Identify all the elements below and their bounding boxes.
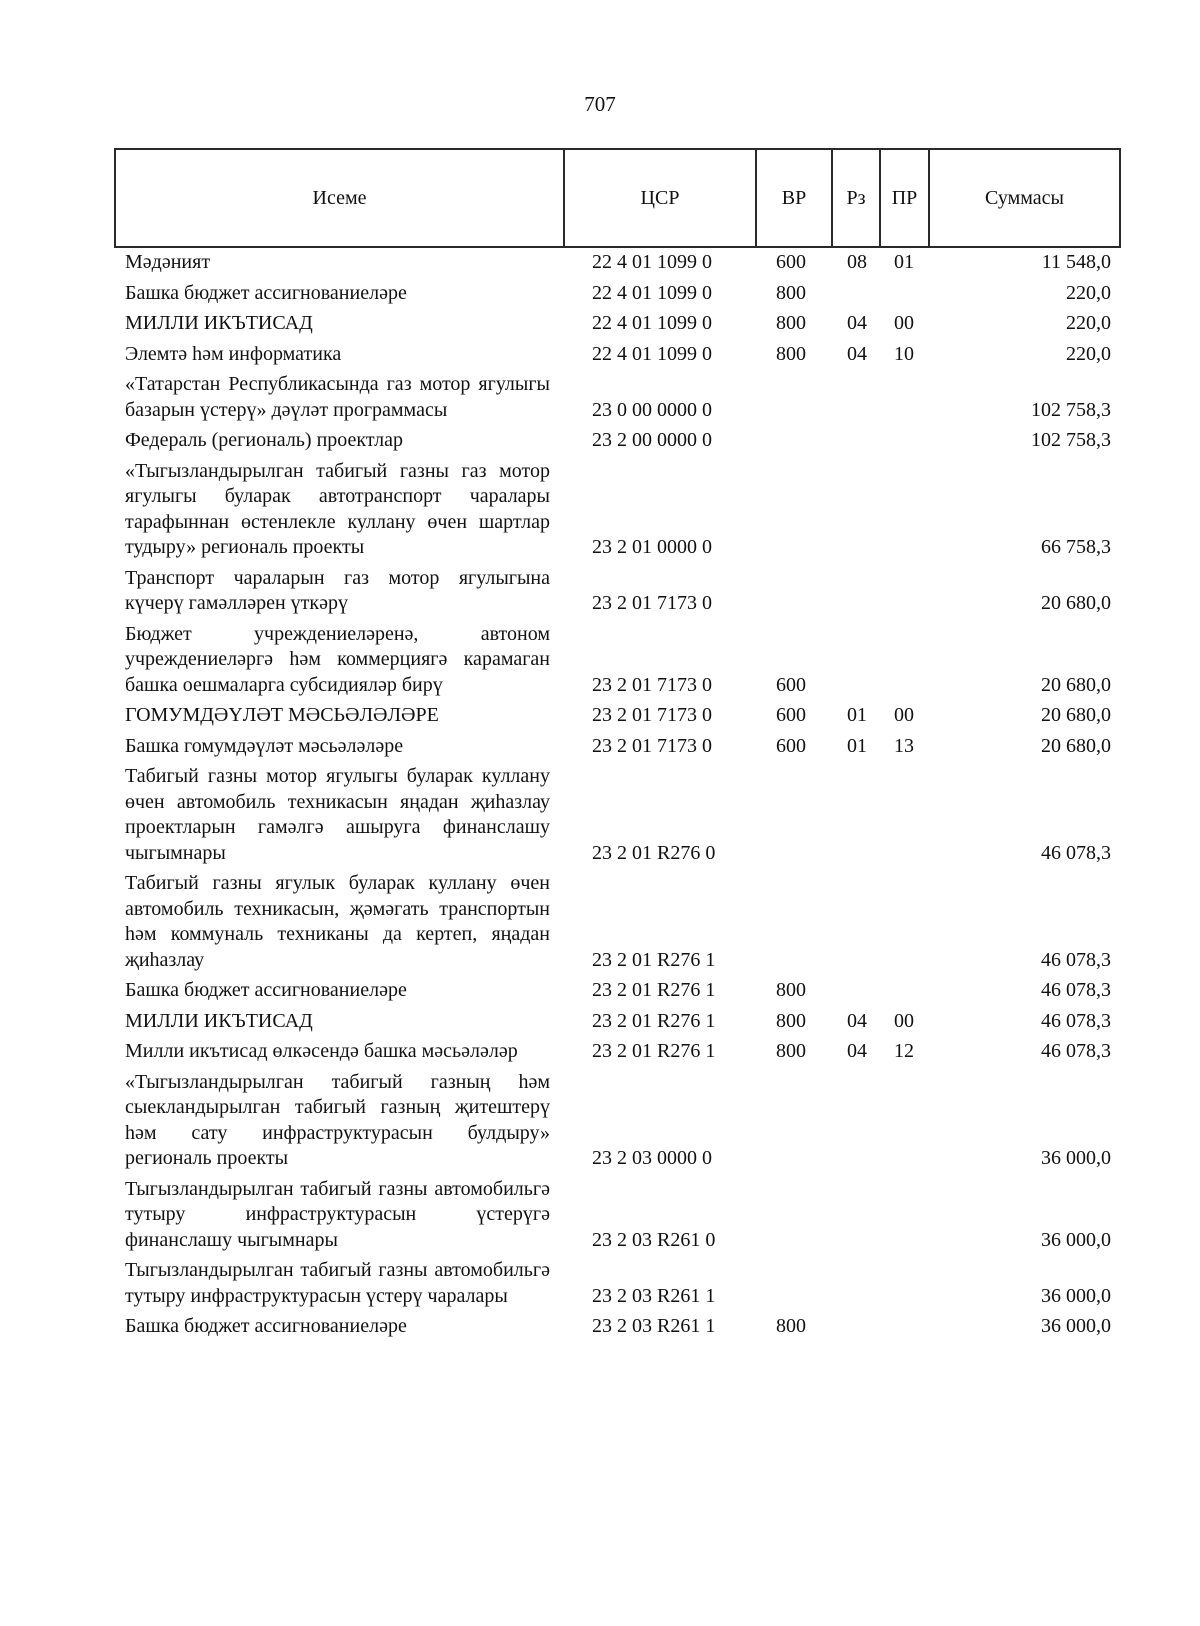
row-pr <box>880 370 929 426</box>
row-pr <box>880 564 929 620</box>
row-name: Башка гомумдәүләт мәсьәләләре <box>125 734 404 757</box>
table-row <box>115 1007 1120 1038</box>
row-name: Башка бюджет ассигнованиеләре <box>125 281 407 304</box>
table-row <box>115 1037 1120 1068</box>
row-rz <box>832 1256 880 1312</box>
row-pr <box>880 1175 929 1257</box>
row-csr: 23 0 00 0000 0 <box>592 398 712 421</box>
row-pr <box>880 1068 929 1175</box>
row-vr: 800 <box>776 1009 806 1032</box>
table-header <box>115 149 1120 247</box>
row-rz: 08 <box>847 251 867 273</box>
row-rz <box>832 976 880 1007</box>
row-pr <box>880 279 929 310</box>
row-pr <box>880 869 929 976</box>
row-rz <box>832 426 880 457</box>
row-rz: 04 <box>847 1040 867 1062</box>
row-sum: 20 680,0 <box>1041 734 1111 757</box>
row-sum: 220,0 <box>1066 281 1111 304</box>
budget-table <box>114 148 1121 1343</box>
table-row <box>115 869 1120 976</box>
row-csr: 23 2 01 0000 0 <box>592 536 712 558</box>
row-csr: 22 4 01 1099 0 <box>592 312 712 334</box>
row-name: Транспорт чараларын газ мотор ягулыгына күчерү гамәлләрен үткәрү <box>125 566 550 614</box>
table-row <box>115 564 1120 620</box>
row-name: МИЛЛИ ИКЪТИСАД <box>125 1009 313 1032</box>
row-csr: 22 4 01 1099 0 <box>592 281 712 304</box>
row-sum: 36 000,0 <box>1041 1147 1111 1169</box>
row-name: Тыгызландырылган табигый газны автомобильгә тутыру инфраструктурасын үстерү чаралары <box>125 1259 550 1307</box>
row-vr <box>756 762 832 869</box>
row-rz: 04 <box>847 312 867 334</box>
row-sum: 20 680,0 <box>1041 673 1111 696</box>
row-vr <box>756 457 832 564</box>
row-vr: 800 <box>776 1040 806 1062</box>
row-csr: 23 2 03 R261 1 <box>592 1315 716 1337</box>
row-csr: 23 2 01 7173 0 <box>592 704 712 726</box>
row-vr: 600 <box>776 734 806 757</box>
row-vr <box>756 1068 832 1175</box>
row-vr <box>756 564 832 620</box>
row-sum: 66 758,3 <box>1041 536 1111 558</box>
row-pr: 10 <box>894 342 914 365</box>
row-rz: 01 <box>847 734 867 757</box>
table-row <box>115 1256 1120 1312</box>
row-name: Табигый газны мотор ягулыгы буларак куллану өчен автомобиль техникасын яңадан җиһазлау проектларын гамәлгә ашыруга финанслашу чыгымнары <box>125 765 550 864</box>
row-sum: 36 000,0 <box>1041 1315 1111 1337</box>
row-rz <box>832 279 880 310</box>
table-row <box>115 701 1120 732</box>
row-vr <box>756 869 832 976</box>
row-name: Милли икътисад өлкәсендә башка мәсьәләләр <box>125 1040 518 1062</box>
row-csr: 23 2 01 7173 0 <box>592 734 712 757</box>
row-sum: 220,0 <box>1066 312 1111 334</box>
row-name: Мәдәният <box>125 251 211 273</box>
row-sum: 46 078,3 <box>1041 979 1111 1001</box>
row-name: Табигый газны ягулык буларак куллану өчен автомобиль техникасын, җәмәгать транспортын һәм коммуналь техниканы да кертеп, яңадан җиһазлау <box>125 872 550 971</box>
row-pr <box>880 762 929 869</box>
row-csr: 22 4 01 1099 0 <box>592 251 712 273</box>
row-pr: 00 <box>894 704 914 726</box>
row-rz <box>832 1175 880 1257</box>
row-csr: 23 2 01 R276 1 <box>592 1040 716 1062</box>
header-vr: ВР <box>756 149 832 247</box>
row-vr <box>756 426 832 457</box>
row-rz <box>832 564 880 620</box>
row-sum: 46 078,3 <box>1041 948 1111 971</box>
row-sum: 46 078,3 <box>1041 1040 1111 1062</box>
table-row <box>115 732 1120 763</box>
row-vr: 600 <box>776 673 806 696</box>
row-rz <box>832 370 880 426</box>
table-row <box>115 247 1120 279</box>
table-row <box>115 279 1120 310</box>
row-sum: 36 000,0 <box>1041 1284 1111 1307</box>
row-rz <box>832 620 880 702</box>
row-name: «Тыгызландырылган табигый газны газ мотор ягулыгы буларак автотранспорт чаралары тарафыннан өстенлекле куллану өчен шартлар тудыру» региональ проекты <box>125 459 550 558</box>
table-row <box>115 340 1120 371</box>
row-name: Элемтә һәм информатика <box>125 342 342 365</box>
table-row <box>115 1175 1120 1257</box>
table-row <box>115 762 1120 869</box>
row-vr: 800 <box>776 1315 806 1337</box>
row-pr: 13 <box>894 734 914 757</box>
row-csr: 23 2 03 R261 1 <box>592 1284 716 1307</box>
row-name: «Татарстан Республикасында газ мотор ягулыгы базарын үстерү» дәүләт программасы <box>125 373 550 421</box>
row-name: Бюджет учреждениеләренә, автоном учреждениеләргә һәм коммерциягә карамаган башка оешмаларга субсидияләр бирү <box>125 622 550 696</box>
row-vr: 600 <box>776 251 806 273</box>
row-sum: 20 680,0 <box>1041 704 1111 726</box>
row-rz <box>832 1312 880 1343</box>
table-body <box>115 247 1120 1343</box>
row-name: Федераль (региональ) проектлар <box>125 429 403 451</box>
row-sum: 20 680,0 <box>1041 592 1111 614</box>
row-rz <box>832 869 880 976</box>
header-name: Исеме <box>115 149 564 247</box>
row-csr: 23 2 01 7173 0 <box>592 592 712 614</box>
row-sum: 46 078,3 <box>1041 1009 1111 1032</box>
row-name: Башка бюджет ассигнованиеләре <box>125 1315 407 1337</box>
row-pr <box>880 620 929 702</box>
table-row <box>115 1312 1120 1343</box>
row-rz: 04 <box>847 1009 867 1032</box>
row-pr: 12 <box>894 1040 914 1062</box>
row-csr: 23 2 01 R276 0 <box>592 841 716 864</box>
row-vr: 800 <box>776 979 806 1001</box>
row-vr: 800 <box>776 342 806 365</box>
row-pr <box>880 457 929 564</box>
row-csr: 23 2 03 0000 0 <box>592 1147 712 1169</box>
row-vr: 800 <box>776 312 806 334</box>
header-rz: Рз <box>832 149 880 247</box>
row-rz: 04 <box>847 342 867 365</box>
table-row <box>115 1068 1120 1175</box>
row-vr <box>756 370 832 426</box>
row-name: «Тыгызландырылган табигый газның һәм сыекландырылган табигый газның җитештерү һәм сату инфраструктурасын булдыру» региональ проекты <box>125 1070 550 1169</box>
table-row <box>115 370 1120 426</box>
row-rz <box>832 1068 880 1175</box>
row-csr: 23 2 01 R276 1 <box>592 1009 716 1032</box>
row-sum: 11 548,0 <box>1041 251 1111 273</box>
row-pr: 00 <box>894 312 914 334</box>
table-row <box>115 620 1120 702</box>
row-rz <box>832 762 880 869</box>
page-number: 707 <box>584 92 616 116</box>
row-sum: 36 000,0 <box>1041 1228 1111 1251</box>
table-row <box>115 309 1120 340</box>
row-name: МИЛЛИ ИКЪТИСАД <box>125 312 313 334</box>
row-rz <box>832 457 880 564</box>
row-sum: 46 078,3 <box>1041 841 1111 864</box>
row-pr <box>880 1256 929 1312</box>
table-row <box>115 976 1120 1007</box>
header-sum: Суммасы <box>929 149 1120 247</box>
row-csr: 23 2 01 R276 1 <box>592 948 716 971</box>
row-pr: 01 <box>894 251 914 273</box>
table-row <box>115 426 1120 457</box>
row-name: ГОМУМДӘҮЛӘТ МӘСЬӘЛӘЛӘРЕ <box>125 704 439 726</box>
row-csr: 23 2 03 R261 0 <box>592 1228 716 1251</box>
header-csr: ЦСР <box>564 149 756 247</box>
row-vr <box>756 1175 832 1257</box>
row-name: Башка бюджет ассигнованиеләре <box>125 979 407 1001</box>
header-pr: ПР <box>880 149 929 247</box>
row-csr: 23 2 00 0000 0 <box>592 429 712 451</box>
row-csr: 23 2 01 R276 1 <box>592 979 716 1001</box>
row-csr: 23 2 01 7173 0 <box>592 673 712 696</box>
row-sum: 102 758,3 <box>1031 429 1111 451</box>
row-pr <box>880 1312 929 1343</box>
row-csr: 22 4 01 1099 0 <box>592 342 712 365</box>
row-rz: 01 <box>847 704 867 726</box>
row-vr <box>756 1256 832 1312</box>
row-vr: 600 <box>776 704 806 726</box>
row-pr <box>880 976 929 1007</box>
row-pr: 00 <box>894 1009 914 1032</box>
row-sum: 102 758,3 <box>1031 398 1111 421</box>
row-pr <box>880 426 929 457</box>
row-vr: 800 <box>776 281 806 304</box>
row-sum: 220,0 <box>1066 342 1111 365</box>
table-row <box>115 457 1120 564</box>
row-name: Тыгызландырылган табигый газны автомобильгә тутыру инфраструктурасын үстерүгә финанслашу чыгымнары <box>125 1177 550 1251</box>
